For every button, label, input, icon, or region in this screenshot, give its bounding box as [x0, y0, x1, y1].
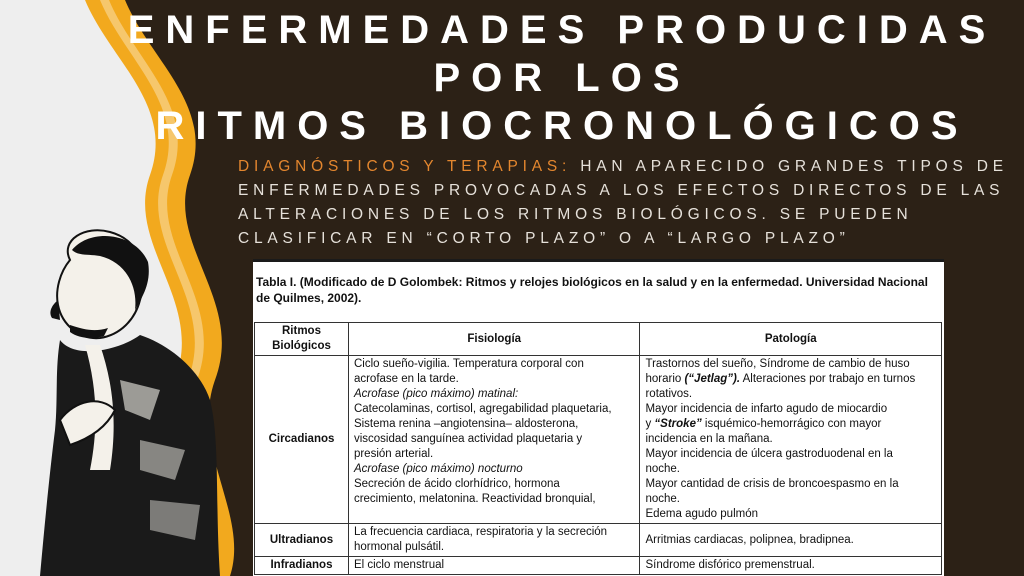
- text-fragment: isquémico-hemorrágico con mayor: [701, 418, 882, 430]
- rhythms-table: [254, 322, 942, 575]
- text-line: Edema agudo pulmón: [645, 508, 758, 520]
- text-fragment: y: [645, 418, 655, 430]
- text-line: presión arterial.: [353, 448, 434, 460]
- text-line: Mayor cantidad de crisis de broncoespasmo en la: [645, 478, 899, 490]
- cell-patologia-ultradianos: [640, 524, 942, 557]
- text-line: [645, 417, 936, 432]
- text-line: Mayor incidencia de infarto agudo de miocardio: [645, 403, 888, 415]
- text-line: [645, 372, 936, 387]
- slide-title: [100, 6, 1024, 150]
- row-label-infradianos: Infradianos: [255, 557, 349, 575]
- slide-subtitle: [238, 155, 1018, 251]
- text-line: Arritmias cardiacas, polipnea, bradipnea.: [645, 533, 854, 546]
- table-image: [253, 259, 944, 576]
- table-header-row: [255, 323, 942, 356]
- text-line: Trastornos del sueño, Síndrome de cambio de huso: [645, 358, 910, 370]
- text-line: noche.: [645, 463, 680, 475]
- cell-patologia-infradianos: [640, 557, 942, 575]
- text-line: incidencia en la mañana.: [645, 433, 773, 445]
- row-label-circadianos: Circadianos: [255, 356, 349, 524]
- text-line: Sistema renina –angiotensina– aldosterona,: [353, 418, 579, 430]
- text-line: Mayor incidencia de úlcera gastroduodenal en la: [645, 448, 893, 460]
- text-fragment: horario: [645, 373, 685, 385]
- cell-fisiologia-ultradianos: [348, 524, 640, 557]
- text-line: Secreción de ácido clorhídrico, hormona: [353, 478, 560, 490]
- text-line: Síndrome disfórico premenstrual.: [645, 559, 815, 571]
- text-line: Ciclo sueño-vigilia. Temperatura corporal con: [353, 358, 584, 370]
- header-patologia: Patología: [640, 323, 942, 356]
- jetlag-term: (“Jetlag”).: [684, 373, 741, 385]
- text-line: Acrofase (pico máximo) nocturno: [353, 463, 523, 475]
- title-line-2: RITMOS BIOCRONOLÓGICOS: [155, 104, 969, 148]
- table-caption: Tabla I. (Modificado de D Golombek: Ritmos y relojes biológicos en la salud y en la enfermedad. Universidad Nacional de Quilmes, 2002).: [256, 275, 928, 305]
- text-line: rotativos.: [645, 388, 693, 400]
- subtitle-text: HAN APARECIDO GRANDES TIPOS DE ENFERMEDADES PROVOCADAS A LOS EFECTOS DIRECTOS DE LAS ALTERACIONES DE LOS RITMOS BIOLÓGICOS. SE PUEDEN CLASIFICAR EN “CORTO PLAZO” O A “LARGO PLAZO”: [238, 158, 1008, 247]
- header-fisiologia: Fisiología: [348, 323, 640, 356]
- text-line: La frecuencia cardiaca, respiratoria y la secreción: [353, 526, 608, 538]
- row-label-ultradianos: Ultradianos: [255, 524, 349, 557]
- text-fragment: Alteraciones por trabajo en turnos: [740, 373, 916, 385]
- table-row: [255, 557, 942, 575]
- text-line: viscosidad sanguínea actividad plaquetaria y: [353, 433, 583, 445]
- text-line: noche.: [645, 493, 680, 505]
- text-line: acrofase en la tarde.: [353, 373, 459, 385]
- text-line: crecimiento, melatonina. Reactividad bronquial,: [353, 493, 596, 505]
- cell-fisiologia-circadianos: [348, 356, 640, 524]
- subtitle-label: DIAGNÓSTICOS Y TERAPIAS:: [238, 158, 572, 175]
- header-rhythms: Ritmos Biológicos: [255, 323, 349, 356]
- text-line: Catecolaminas, cortisol, agregabilidad plaquetaria,: [353, 403, 612, 415]
- cell-fisiologia-infradianos: [348, 557, 640, 575]
- text-line: hormonal pulsátil.: [353, 541, 445, 553]
- stroke-term: “Stroke”: [654, 418, 702, 430]
- table-row: [255, 524, 942, 557]
- text-line: El ciclo menstrual: [353, 559, 445, 571]
- title-line-1: ENFERMEDADES PRODUCIDAS POR LOS: [127, 8, 997, 100]
- cell-patologia-circadianos: [640, 356, 942, 524]
- text-line: Acrofase (pico máximo) matinal:: [353, 388, 519, 400]
- table-row: [255, 356, 942, 524]
